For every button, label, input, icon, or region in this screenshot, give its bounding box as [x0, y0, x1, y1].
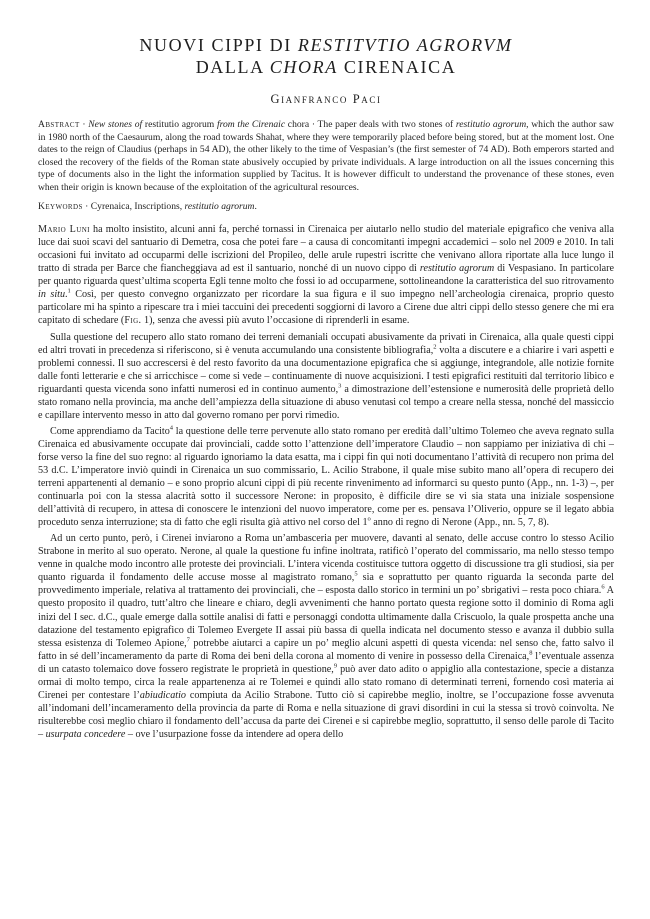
footnote-ref-4[interactable]: 4: [169, 424, 174, 432]
keywords-label: Keywords: [38, 200, 83, 212]
footnote-ref-7[interactable]: 7: [186, 636, 190, 644]
article-title: [38, 34, 614, 78]
paragraph-4: Ad un certo punto, però, i Cirenei inviarono a Roma un’ambasceria per muovere, davanti al senato, delle accuse contro lo stesso Acilio Strabone in merito al suo operato. Nerone, al quale la questione fu infine inoltrata, ratificò l’operato del commissario, ma nello stesso tempo venne in qualche modo incontro alle proteste dei provinciali. L’intera vicenda costituisce tuttora oggetto di discussione tra gli studiosi, sia per quanto riguarda il fondamento delle accuse mosse al magistrato romano,$^5$ sia e soprattutto per quanto riguarda la seconda parte del provvedimento imperiale, relativa al trattamento dei provinciali, che – esposta dallo storico in termini un po’ sbrigativi – resta poco chiara.$^6$ A questo proposito il quadro, tutt’altro che lineare e chiaro, degli avvenimenti che hanno portato questa regione sotto il dominio di Roma agli inizi del I sec. d.C., quale emerge dalla sottile analisi di fatti e personaggi condotta ultimamente dalla Criscuolo, la quale prospetta anche una datazione del testamento epigrafico di Tolemeo Evergete II assai più bassa di quella indicata nel documento stesso e avanza il dubbio sulla stessa esistenza di Tolemeo Apione,$^7$ potrebbe aiutarci a capire un po’ meglio alcuni aspetti di questa vicenda: nel senso che, fatto salvo il fatto in sé dell’incameramento da parte di Roma dei beni della corona al momento di venire in possesso della Cirenaica,$^8$ l’eventuale assenza di un catasto tolemaico dove fossero registrate le proprietà in questione,$^9$ può aver dato adito o appiglio alla contestazione, specie a distanza ormai di molto tempo, circa la reale appartenenza ai re Tolemei e quindi allo stato romano di determinati terreni, fornendo così materia ai Cirenei per contestare l’abiudicatio compiuta da Acilio Strabone. Tutto ciò si capirebbe meglio, inoltre, se l’occupazione fosse avvenuta all’indomani dell’incameramento della provincia da parte di Roma e nella situazione di gravi disordini in cui la stessa si trovò coinvolta. Ne risulterebbe così meglio chiaro il fondamento dell’accusa da parte dei Cirenei e si capirebbe meglio, soprattutto, il senso delle parole di Tacito – usurpata concedere – ove l’usurpazione fosse da intendere ad opera dello: [38, 533, 614, 740]
keywords: Keywords · Cyrenaica, Inscriptions, restitutio agrorum.: [38, 200, 257, 212]
abstract: Abstract · New stones of restitutio agrorum from the Cirenaic chora · The paper deals with two stones of restitutio agrorum, which the author saw in 1980 north of the Caesaurum, along the road towards Shahat, where they were temporarily placed before being stored, but at the moment lost. One dates to the reign of Claudius (perhaps in 54 AD), the other likely to the time of Vespasian’s (the first semester of 74 AD). Both emperors started and closed the recovery of the fields of the Roman state abusively occupied by private individuals. A large introduction on all the issues concerning this type of documents also in the light the information supplied by Tacitus. It is however difficult to understand the provenance of these stones, even when their origin is known because of the exploitation of the agricultural resources.: [38, 119, 614, 193]
footnote-ref-1[interactable]: 1: [67, 288, 71, 296]
footnote-ref-2[interactable]: 2: [433, 343, 437, 351]
figure-ref[interactable]: Fig.: [124, 315, 142, 327]
footnote-ref-6[interactable]: 6: [601, 584, 605, 592]
paragraph-3: Come apprendiamo da Tacito$^4$ la questione delle terre pervenute allo stato romano per eredità dall’ultimo Tolemeo che aveva regnato sulla Cirenaica ed abusivamente occupate dai provinciali, cadde sotto l’attenzione dell’imperatore Claudio – non sappiamo per iniziativa di chi – forse verso la fine del suo regno: al riguardo ignoriamo la data esatta, ma i cippi fin qui noti documentano l’attività di recupero non prima del 53 d.C. L’imperatore inviò quindi in Cirenaica un suo commissario, L. Acilio Strabone, il quale mise subito mano all’opera di recupero dei terreni appartenenti al demanio – e sono proprio alcuni cippi di più recente rinvenimento ad informarci su questo punto (App., nn. 1-3) –, per continuarla poi con la stessa alacrità sotto il successore Nerone: in proposito, è difficile dire se vi sia stata una iniziale sospensione dell’attività di recupero, in attesa di conoscere le intenzioni del nuovo imperatore, come per es. pensava l’Oliverio, oppure se il legato abbia proceduto senza interruzione; sta di fatto che egli risulta già attivo nel corso del 1$^o$ anno di regno di Nerone (App., nn. 5, 7, 8).: [38, 424, 614, 529]
paragraph-2: Sulla questione del recupero allo stato romano dei terreni demaniali occupati abusivamente da privati in Cirenaica, alla quale questi cippi ed altri trovati in precedenza si riferiscono, si è venuta accumulando una consistente bibliografia,$^2$ volta a discutere e a chiarire i vari aspetti e problemi connessi. Il suo accrescersi è del resto favorito da una documentazione epigrafica che si aggiunge, integrandole, alle notizie fornite dalle fonti letterarie e che si arricchisce – come si vede – continuamente di nuove acquisizioni. I testi epigrafici restituiti dal territorio libico e riguardanti questa vicenda sono infatti numerosi ed in continuo aumento,$^3$ a dimostrazione dell’estensione e numerosità delle proprietà dello stato romano nella provincia, ma anche dell’ampiezza della situazione di abuso venutasi col tempo a creare nella stessa, nonché del massiccio e capillare intervento messo in atto dal governo romano per porvi rimedio.: [38, 331, 614, 421]
footnote-ref-8[interactable]: 8: [529, 649, 533, 657]
title-line-1: NUOVI CIPPI DI RESTITVTIO AGRORVM: [139, 35, 513, 55]
footnote-ref-5[interactable]: 5: [354, 571, 358, 578]
opening-name: Mario Luni: [38, 224, 90, 236]
abstract-label: Abstract: [38, 119, 80, 130]
ordinal-suffix: o: [367, 515, 371, 523]
footnote-ref-9[interactable]: 9: [333, 662, 338, 670]
paragraph-1: Mario Luni ha molto insistito, alcuni anni fa, perché tornassi in Cirenaica per aiutarlo nello studio del materiale epigrafico che veniva alla luce dai suoi scavi del santuario di Demetra, cosa che potei fare – a causa di concomitanti impegni accademici – solo nel 2009 e 2010. In tali occasioni fui invitato ad occuparmi delle iscrizioni del Propileo, delle arule rupestri iscritte che venivano allora riportate alla luce lungo il tratto di strada per Barce che fiancheggiava ad est il santuario, nonché di un nuovo cippo di restitutio agrorum di Vespasiano. In particolare per quanto riguarda quest’ultima scoperta Egli tenne molto che fossi io ad occuparmene, sottolineandone la caratteristica del suo ritrovamento in situ.$^1$ Così, per questo convegno organizzato per ricordare la sua figura e il suo impegno nell’archeologia cirenaica, proprio questo particolare mi ha spinto a ripescare tra i miei taccuini dei precedenti soggiorni di lavoro a Cirene due altri cippi dello stesso genere che mi era capitato di schedare (Fig. 1), senza che avessi più avuto l’occasione di riprenderli in esame.: [38, 224, 614, 327]
footnote-ref-3[interactable]: 3: [338, 382, 342, 390]
article-body: [38, 223, 614, 741]
title-line-2: DALLA CHORA CIRENAICA: [195, 57, 457, 77]
article-author: Gianfranco Paci: [270, 92, 382, 106]
